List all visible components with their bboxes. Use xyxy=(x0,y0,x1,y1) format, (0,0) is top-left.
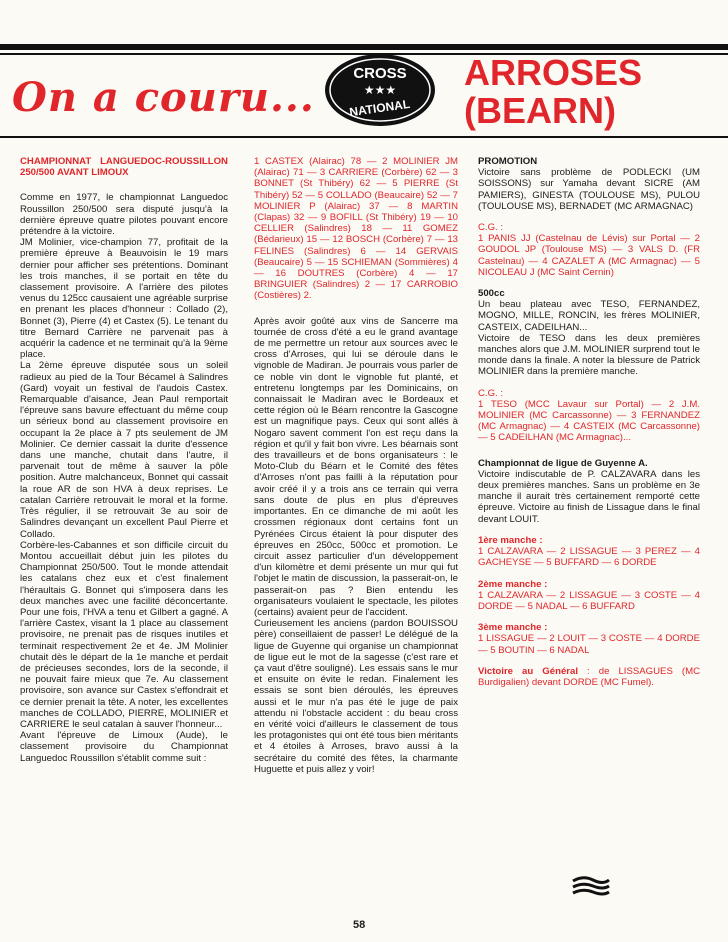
promotion-title: PROMOTION xyxy=(478,156,538,167)
promotion-text: Victoire sans problème de PODLECKI (UM SOISSONS) sur Yamaha devant SICRE (AM PAMIERS), GINESTA (TOULOUSE MS), PULOU (TOULOUSE MS), BERNADET (MC ARMAGNAC) xyxy=(478,167,700,212)
cg2-results: 1 TESO (MCC Lavaur sur Portal) — 2 J.M. MOLINIER (MC Carcassonne) — 3 FERNANDEZ (MC Armagnac) — 4 CASTEIX (MC Carcassonne) — 5 CADEILHAN (MC Armagnac)... xyxy=(478,398,700,444)
col1-paragraph-4: Corbère-les-Cabannes et son difficile circuit du Montou accueillait début juin les pilotes du Championnat 250/500. Tout le monde attendait les catalans chez eux et c'est finalement l'héraultais G. Bonnet qui s'imposera dans les deux manches avec une facilité déconcertante. Pour une fois, l'HVA a tenu et Gilbert a gagné. A l'arrière Castex, visant la 1 place au classement provisoire, ne prenait pas de risques inutiles et terminait respectivement 2e et 4e. JM Molinier chutait dès le départ de la 1e manche et perdait de précieuses secondes, lors de la seconde, il ne pouvait faire mieux que 7e. Au classement provisoire, son avance sur Castex s'effondrait et ce dernier prenait la tête. A noter, les excellentes manches de COLLADO, PIERRE, MOLINIER et CARRIERE le seul catalan à sauver l'honneur... xyxy=(20,539,228,730)
manche-2-label: 2ème manche : xyxy=(478,578,548,590)
manche-1-label: 1ère manche : xyxy=(478,534,543,546)
column-1 xyxy=(20,156,228,764)
500cc-text: Un beau plateau avec TESO, FERNANDEZ, MOGNO, MILLE, RONCIN, les frères MOLINIER, CASTEIX, CADEILHAN... xyxy=(478,299,700,333)
ligue-title: Championnat de ligue de Guyenne A. xyxy=(478,457,648,469)
author-signature-mark xyxy=(569,874,613,896)
col1-paragraph-3: La 2ème épreuve disputée sous un soleil radieux au pied de la Tour Bécamel à Salindres (Gard) voyait un festival de l'audois Castex. Remarquable d'aisance, Jean Paul remportait l'épreuve sans bavure effectuant du même coup un sérieux bond au classement provisoire en occupant la 2e place à 7 pts seulement de JM Molinier. Ce dernier cassait la durite d'essence dans une manche, chutait dans l'autre, il parvenait tout de même à sauver la pôle position. Autre malchanceux, Bonnet qui cassait la roue AR de son HVA à deux reprises. Le catalan Carrière retrouvait le moral et la forme. Très régulier, il se retrouvait 3e au soir de Salindres devançant un excellent Paul Pierre et Collado. xyxy=(20,360,228,540)
ligue-text: Victoire indiscutable de P. CALZAVARA dans les deux premières manches. Sans un problème en 3e manche il aurait très certainement remporté cette épreuve. Victoire au finish de Lissague dans le final devant LOUIT. xyxy=(478,468,700,525)
headline xyxy=(464,54,642,130)
manche-3-results: 1 LISSAGUE — 2 LOUIT — 3 COSTE — 4 DORDE — 5 BOUTIN — 6 NADAL xyxy=(478,633,700,656)
standings-list: 1 CASTEX (Alairac) 78 — 2 MOLINIER JM (Alairac) 71 — 3 CARRIERE (Corbère) 62 — 3 BONNET (St Thibéry) 62 — 5 PIERRE (St Thibéry) 52 — 5 COLLADO (Beaucaire) 52 — 7 MOLINIER P (Alairac) 37 — 8 MARTIN (Clapas) 32 — 9 BOFILL (St Thibéry) 19 — 10 CELLIER (Salindres) 18 — 11 GOMEZ (Bédarieux) 15 — 12 BOSCH (Corbère) 7 — 13 FELINES (Salindres) 6 — 14 GERVAIS (Beaucaire) 5 — 15 SCHIEMAN (Sommières) 4 — 16 DOUTRES (Corbère) 4 — 17 BRINGUIER (Salindres) 2 — 17 CARROBIO (Costières) 2. xyxy=(254,156,458,302)
column-2 xyxy=(254,156,458,775)
logo-top-text: CROSS xyxy=(353,65,407,82)
general-label: Victoire au Général xyxy=(478,665,579,677)
500cc-title: 500cc xyxy=(478,288,505,300)
headline-line-1: ARROSES xyxy=(464,52,643,93)
headline-line-2: (BEARN) xyxy=(464,90,616,131)
500cc-text-2: Victoire de TESO dans les deux premières manches alors que J.M. MOLINIER surprend tout le monde dans la finale. A noter la blessure de Patrick MOLINIER dans la première manche. xyxy=(478,332,700,378)
page-number: 58 xyxy=(353,919,366,931)
cg1-results: 1 PANIS JJ (Castelnau de Lévis) sur Portal — 2 GOUDOL JP (Toulouse MS) — 3 VALS D. (FR Castelnau) — 4 CAZALET A (MC Armagnac) — 5 NICOLEAU J (MC Saint Cernin) xyxy=(478,233,700,278)
col1-paragraph-2: JM Molinier, vice-champion 77, profitait de la première épreuve à Beauvoisin le 19 mars dernier pour afficher ses prétentions. Dominant les trois manches, il se portait en tête du classement provisoire. A l'arrière des pilotes venus du 125cc causaient une agréable surprise en prenant les places d'honneur : Collado (2), Bonnet (3), Pierre (4) et Castex (5). Le tenant du titre Bernard Carrière ne parvenait pas à acquérir la cadence et ne terminait qu'à la 9ème place. xyxy=(20,237,228,361)
manche-3-label: 3ème manche : xyxy=(478,622,548,634)
cg1-label: C.G. : xyxy=(478,222,504,234)
manche-1-results: 1 CALZAVARA — 2 LISSAGUE — 3 PEREZ — 4 GACHEYSE — 5 BUFFARD — 6 DORDE xyxy=(478,546,700,569)
general-result xyxy=(478,666,700,688)
column-3 xyxy=(478,156,700,688)
col1-paragraph-1: Comme en 1977, le championnat Languedoc Roussillon 250/500 sera disputé jusqu'à la dernière épreuve quatre pilotes pouvant encore prétendre à la victoire. xyxy=(20,192,228,238)
manche-2-results: 1 CALZAVARA — 2 LISSAGUE — 3 COSTE — 4 DORDE — 5 NADAL — 6 BUFFARD xyxy=(478,589,700,612)
logo-stars: ★★★ xyxy=(363,83,397,97)
col1-heading: CHAMPIONNAT LANGUEDOC-ROUSSILLON 250/500 AVANT LIMOUX xyxy=(20,156,228,179)
header-bottom-rule xyxy=(0,136,728,138)
general-text: : de LISSAGUES (MC Burdigalien) devant DORDE (MC Fumel). xyxy=(478,665,700,688)
cross-national-logo xyxy=(324,52,436,128)
section-title: On a couru... xyxy=(12,74,315,121)
col1-paragraph-5: Avant l'épreuve de Limoux (Aude), le classement provisoire du Championnat Languedoc Roussillon s'établit comme suit : xyxy=(20,730,228,764)
logo-bottom-text: NATIONAL xyxy=(348,96,411,120)
col2-paragraph-2: Curieusement les anciens (pardon BOUISSOU père) conseillaient de passer! Le délégué de la ligue de Guyenne qui organise un championnat de ligue eut le mot de la sagesse (c'est rare et ça vaut d'être souligné). Les essais sans le mur et ensuite on évite le redan. Finalement les essais se sont bien déroulés, les épreuves aussi et le mur n'a pas été le juge de paix attendu ni l'obstacle accident : du beau cross en vérité voici d'ailleurs le classement de tous les protagonistes qui ont été tous bien méritants et 4 étoiles à Arroses, bravo aussi à la secrétaire du comité des fêtes, la charmante Huguette et puis allez y voir! xyxy=(254,618,458,775)
col2-paragraph-1: Après avoir goûté aux vins de Sancerre ma tournée de cross d'été a eu le grand avantage de me permettre un retour aux sources avec le cross d'Arroses, qui lui se déroule dans le vignoble de Madiran. Je pourrais vous parler de ce noble vin dont le vignoble fut planté, et entretenu longtemps par les Dominicains, on connaissait le Madiran avec le Bordeaux et cette région où le Béarn rencontre la Gascogne est un magnifique pays. Ceux qui sont allés à Nogaro savent comment l'on est reçu dans la région et qu'il y fait bon vivre. Les béarnais sont des travailleurs et de bons organisateurs : le Moto-Club du Béarn et le Comité des fêtes d'Arroses n'ont pas failli à la réputation pour avoir créé il y a trois ans ce terrain qui verra sans doute de plus en plus d'épreuves importantes. En ce dimanche de mi août les crossmen régionaux dont certains font un Pyrénées Circus étaient là pour disputer des épreuves en 250cc, 500cc et promotion. Le circuit assez particulier d'un développement d'un kilomètre et demi présente un mur qui fut l'objet le matin de discussion, la passerait-on, le passerait-on pas ? Bien entendu les organisateurs voulaient le spectacle, les pilotes (certains) avaient peur de l'accident. xyxy=(254,315,458,618)
top-rule-thick xyxy=(0,44,728,50)
cg2-label: C.G. : xyxy=(478,387,504,399)
